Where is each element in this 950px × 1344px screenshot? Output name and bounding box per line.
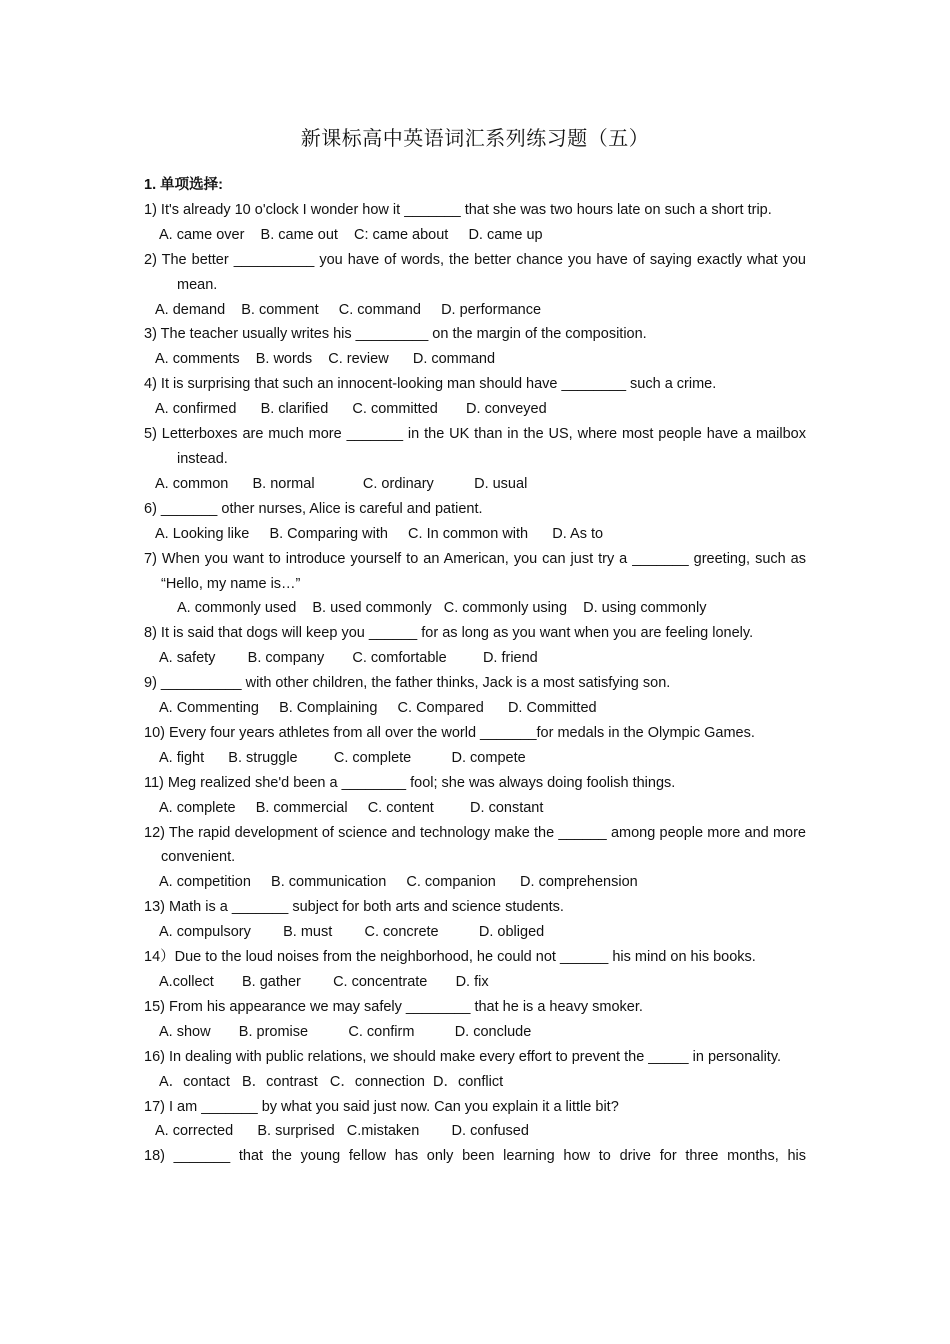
options-15: A. show B. promise C. confirm D. conclude bbox=[159, 1023, 532, 1040]
options-14: A.collect B. gather C. concentrate D. fix bbox=[159, 974, 489, 990]
options-5: A. common B. normal C. ordinary D. usual bbox=[155, 475, 528, 492]
options-3: A. comments B. words C. review D. command bbox=[155, 351, 496, 368]
options-4: A. confirmed B. clarified C. committed D. conveyed bbox=[155, 401, 547, 418]
question-list bbox=[144, 173, 806, 1169]
question-16: 16) In dealing with public relations, we should make every effort to prevent the _____ in personality. bbox=[144, 1048, 782, 1065]
options-16: A．contact B．contrast C．connection D．conflict bbox=[159, 1073, 504, 1090]
question-7: 7) When you want to introduce yourself to an American, you can just try a _______ greeting, such as “Hello, my name is…” bbox=[144, 550, 806, 592]
page-title: 新课标高中英语词汇系列练习题（五） bbox=[300, 126, 650, 150]
options-9: A. Commenting B. Complaining C. Compared D. Committed bbox=[159, 700, 597, 717]
question-14: 14）Due to the loud noises from the neighborhood, he could not ______ his mind on his books. bbox=[144, 949, 756, 966]
question-4: 4) It is surprising that such an innocent-looking man should have ________ such a crime. bbox=[144, 376, 717, 393]
question-15: 15) From his appearance we may safely ________ that he is a heavy smoker. bbox=[144, 998, 643, 1015]
options-7: A. commonly used B. used commonly C. commonly using D. using commonly bbox=[177, 600, 707, 617]
question-18: 18) _______ that the young fellow has only been learning how to drive for three months, his bbox=[144, 1148, 806, 1165]
question-9: 9) __________ with other children, the father thinks, Jack is a most satisfying son. bbox=[144, 675, 671, 692]
options-11: A. complete B. commercial C. content D. constant bbox=[159, 799, 544, 816]
question-3: 3) The teacher usually writes his _________ on the margin of the composition. bbox=[144, 326, 647, 343]
options-10: A. fight B. struggle C. complete D. compete bbox=[159, 749, 526, 766]
options-2: A. demand B. comment C. command D. performance bbox=[155, 301, 542, 318]
question-10: 10) Every four years athletes from all over the world _______for medals in the Olympic Games. bbox=[144, 724, 755, 741]
options-1: A. came over B. came out C: came about D. came up bbox=[159, 226, 543, 243]
section-heading: 1. 单项选择: bbox=[144, 177, 223, 193]
question-1: 1) It's already 10 o'clock I wonder how it _______ that she was two hours late on such a short trip. bbox=[144, 201, 772, 218]
question-6: 6) _______ other nurses, Alice is careful and patient. bbox=[144, 500, 483, 517]
options-6: A. Looking like B. Comparing with C. In common with D. As to bbox=[155, 525, 604, 542]
question-17: 17) I am _______ by what you said just now. Can you explain it a little bit? bbox=[144, 1098, 619, 1115]
question-11: 11) Meg realized she'd been a ________ fool; she was always doing foolish things. bbox=[144, 774, 676, 791]
question-12: 12) The rapid development of science and technology make the ______ among people more and more convenient. bbox=[144, 824, 806, 866]
question-8: 8) It is said that dogs will keep you ______ for as long as you want when you are feeling lonely. bbox=[144, 625, 754, 642]
question-13: 13) Math is a _______ subject for both arts and science students. bbox=[144, 899, 564, 916]
question-2: 2) The better __________ you have of words, the better chance you have of saying exactly what you mean. bbox=[144, 251, 806, 293]
question-5: 5) Letterboxes are much more _______ in the UK than in the US, where most people have a mailbox instead. bbox=[144, 426, 806, 467]
options-13: A. compulsory B. must C. concrete D. obliged bbox=[159, 924, 545, 941]
options-17: A. corrected B. surprised C.mistaken D. confused bbox=[155, 1123, 529, 1140]
options-12: A. competition B. communication C. companion D. comprehension bbox=[159, 874, 638, 891]
options-8: A. safety B. company C. comfortable D. friend bbox=[159, 650, 538, 667]
